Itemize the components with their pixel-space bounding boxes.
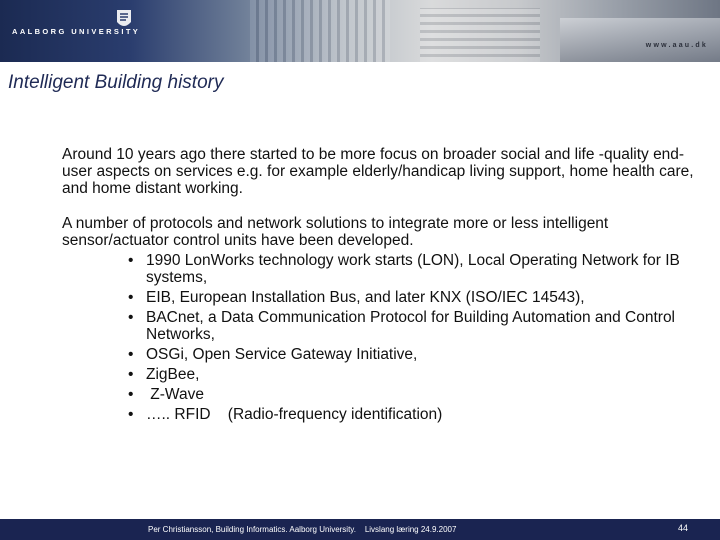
header-banner <box>0 0 720 62</box>
bullet-icon: • <box>128 406 134 423</box>
bullet-icon: • <box>128 309 134 326</box>
slide-body <box>62 146 702 426</box>
list-item <box>128 406 702 423</box>
banner-photo-building <box>250 0 390 62</box>
list-item-text: EIB, European Installation Bus, and later KNX (ISO/IEC 14543), <box>146 289 585 306</box>
protocol-list <box>128 252 702 423</box>
list-item-text: ….. RFID (Radio-frequency identification) <box>146 406 443 423</box>
list-item <box>128 289 702 306</box>
bullet-icon: • <box>128 386 134 403</box>
slide-title: Intelligent Building history <box>8 72 224 93</box>
page-number: 44 <box>678 523 689 533</box>
list-item-text: 1990 LonWorks technology work starts (LON), Local Operating Network for IB systems, <box>146 252 680 286</box>
bullet-icon: • <box>128 289 134 306</box>
paragraph-intro: Around 10 years ago there started to be more focus on broader social and life -quality end-user aspects on services e.g. for example elderly/handicap living support, home health care, and home distant working. <box>62 146 694 197</box>
list-item-text: BACnet, a Data Communication Protocol for Building Automation and Control Networks, <box>146 309 676 343</box>
list-item <box>128 309 702 343</box>
list-item <box>128 346 702 363</box>
list-item-text: ZigBee, <box>146 366 200 383</box>
list-item <box>128 386 702 403</box>
bullet-icon: • <box>128 366 134 383</box>
bullet-icon: • <box>128 346 134 363</box>
footer-bar <box>0 519 720 540</box>
paragraph-protocols: A number of protocols and network solutions to integrate more or less intelligent sensor/actuator control units have been developed. <box>62 215 609 249</box>
banner-photo-building <box>560 18 720 62</box>
list-item <box>128 366 702 383</box>
website-url[interactable]: www.aau.dk <box>645 42 708 49</box>
list-item-text: Z-Wave <box>146 386 204 403</box>
banner-photo-building <box>420 8 540 62</box>
university-logo-text: AALBORG UNIVERSITY <box>12 27 141 36</box>
list-item-text: OSGi, Open Service Gateway Initiative, <box>146 346 418 363</box>
list-item <box>128 252 702 286</box>
footer-credit: Per Christiansson, Building Informatics. Aalborg University. Livslang læring 24.9.2007 <box>148 525 457 534</box>
bullet-icon: • <box>128 252 134 269</box>
